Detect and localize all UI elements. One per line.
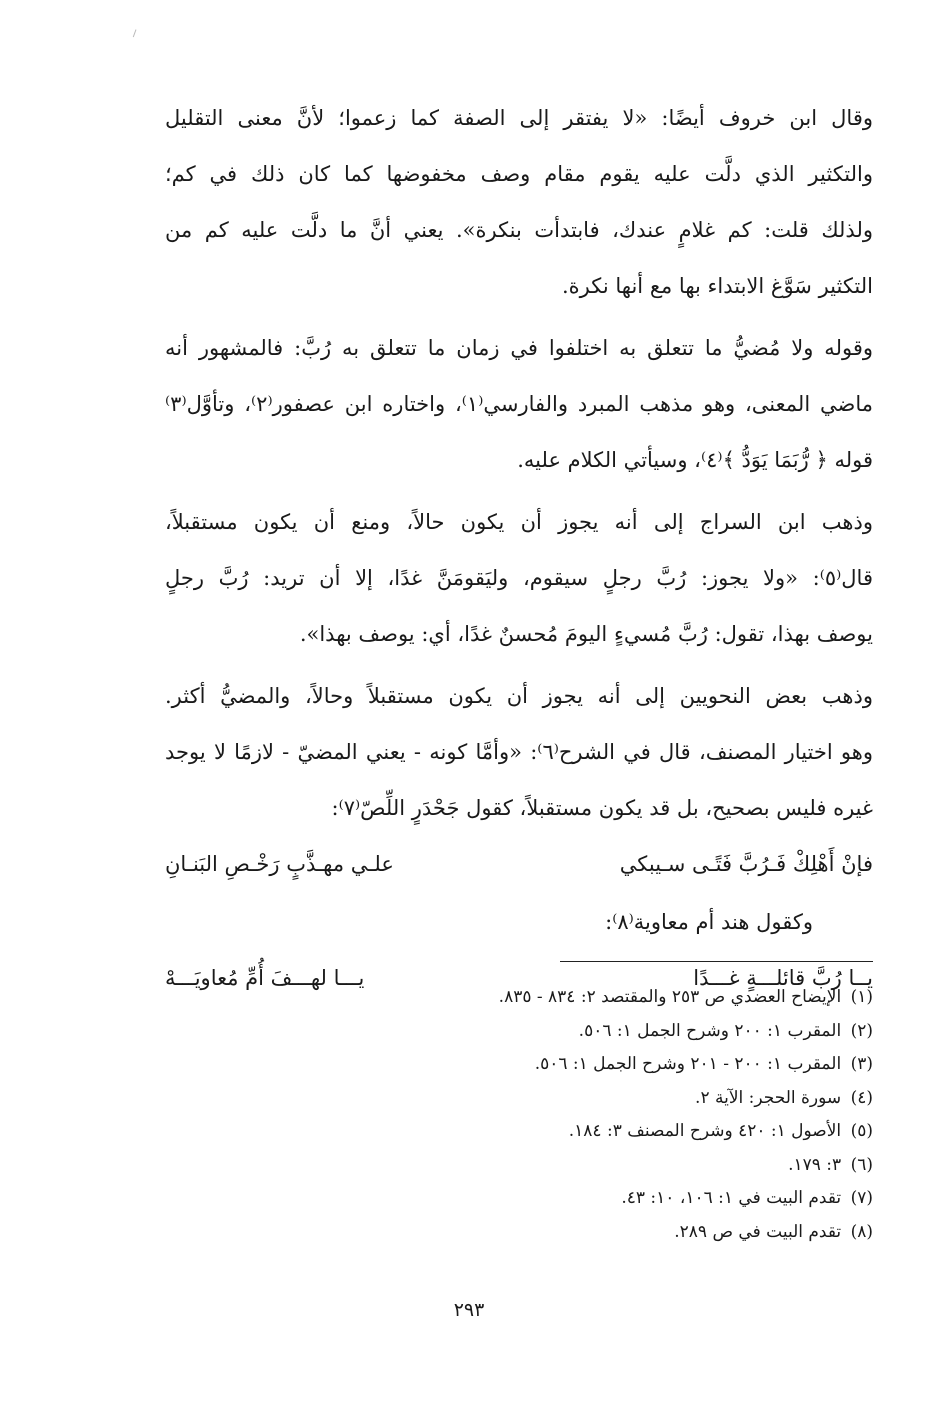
text-line: قال⁽٥⁾: «ولا يجوز: رُبَّ رجلٍ سيقوم، وليَقومَنَّ غدًا، إلا أن تريد: رُبَّ رجلٍ [165, 566, 873, 590]
footnote-number: (٥) [850, 1121, 873, 1141]
footnote-text: المقرب ١: ٢٠٠ - ٢٠١ وشرح الجمل ١: ٥٠٦. [534, 1054, 842, 1074]
footnote [280, 1050, 873, 1084]
paragraph-1 [165, 96, 873, 320]
footnote-text: تقدم البيت في ص ٢٨٩. [674, 1221, 842, 1242]
verse-1-first-hemistich: فإنْ أَهْلِكْ فَـرُبَّ فَتًـى سـيبكي [619, 852, 873, 876]
footnote [280, 1218, 873, 1252]
text-line: والتكثير الذي دلَّت عليه يقوم مقام وصف مخفوضها كما كان ذلك في كم؛ [165, 162, 873, 186]
footnote-text: المقرب ١: ٢٠٠ وشرح الجمل ١: ٥٠٦. [578, 1020, 842, 1041]
footnote [280, 1017, 873, 1051]
text-line: يوصف بهذا، تقول: رُبَّ مُسيءٍ اليومَ مُحسنٌ غدًا، أي: يوصف بهذا». [299, 622, 873, 646]
footnote-text: تقدم البيت في ١: ١٠٦، ١٠: ٤٣. [621, 1188, 842, 1208]
text-line: قوله ﴿ رُّبَمَا يَوَدُّ ﴾⁽٤⁾، وسيأتي الكلام عليه. [517, 448, 873, 472]
main-text [165, 96, 873, 1014]
footnote-number: (١) [850, 987, 873, 1007]
footnote-text: سورة الحجر: الآية ٢. [695, 1087, 842, 1108]
verse-2-second-hemistich: يـــا لهـــفَ أُمِّ مُعاويَـــهْ [165, 966, 365, 990]
text-line: وقال ابن خروف أيضًا: «لا يفتقر إلى الصفة كما زعموا؛ لأنَّ معنى التقليل [165, 106, 873, 130]
text-line: ماضي المعنى، وهو مذهب المبرد والفارسي⁽١⁾، واختاره ابن عصفور⁽٢⁾، وتأوَّل⁽٣⁾ [165, 392, 873, 416]
footnote-number: (٢) [850, 1020, 873, 1041]
footnote [280, 1184, 873, 1218]
footnote [280, 1151, 873, 1185]
footnote-number: (٦) [850, 1154, 873, 1175]
text-line: التكثير سَوَّغ الابتداء بها مع أنها نكرة. [562, 274, 873, 298]
paragraph-4 [165, 674, 873, 842]
footnotes [280, 983, 873, 1251]
scan-mark [133, 29, 140, 38]
verse-1-second-hemistich: علـي مهـذَّبٍ رَخْـصِ البَنـانِ [165, 852, 394, 876]
footnote [280, 983, 873, 1017]
footnote-text: ٣: ١٧٩. [788, 1154, 842, 1175]
footnote [280, 1084, 873, 1118]
footnote-text: الأصول ١: ٤٢٠ وشرح المصنف ٣: ١٨٤. [568, 1121, 842, 1141]
verse-2-intro: وكقول هند أم معاوية⁽٨⁾: [605, 910, 813, 934]
footnote [280, 1117, 873, 1151]
paragraph-2 [165, 326, 873, 494]
paragraph-3 [165, 500, 873, 668]
text-line: غيره فليس بصحيح، بل قد يكون مستقبلاً، كقول جَحْدَرٍ اللِّصّ⁽٧⁾: [331, 796, 873, 820]
text-line: ولذلك قلت: كم غلامٍ عندك، فابتدأت بنكرة». يعني أنَّ ما دلَّت عليه كم من [165, 218, 873, 242]
text-line: وهو اختيار المصنف، قال في الشرح⁽٦⁾: «وأمَّا كونه - يعني المضيّ - لازمًا لا يوجد [165, 740, 873, 764]
verse-2-first-hemistich: يــا رُبَّ قائلـــةٍ غـــدًا [693, 966, 873, 990]
page-number: ٢٩٣ [453, 1299, 485, 1321]
footnote-number: (٧) [850, 1188, 873, 1208]
footnote-number: (٤) [850, 1087, 873, 1108]
text-line: وقوله ولا مُضيُّ ما تتعلق به اختلفوا في زمان ما تتعلق به رُبَّ: فالمشهور أنه [165, 336, 873, 360]
footnote-number: (٣) [850, 1054, 873, 1074]
footnote-text: الإيضاح العضدي ص ٢٥٣ والمقتصد ٢: ٨٣٤ - ٨٣٥. [498, 987, 842, 1007]
verse-1 [165, 842, 873, 900]
footnote-number: (٨) [850, 1221, 873, 1242]
footnote-separator [560, 961, 873, 962]
text-line: وذهب ابن السراج إلى أنه يجوز أن يكون حالاً، ومنع أن يكون مستقبلاً، [165, 510, 873, 534]
text-line: وذهب بعض النحويين إلى أنه يجوز أن يكون مستقبلاً وحالاً، والمضيُّ أكثر. [165, 684, 873, 708]
